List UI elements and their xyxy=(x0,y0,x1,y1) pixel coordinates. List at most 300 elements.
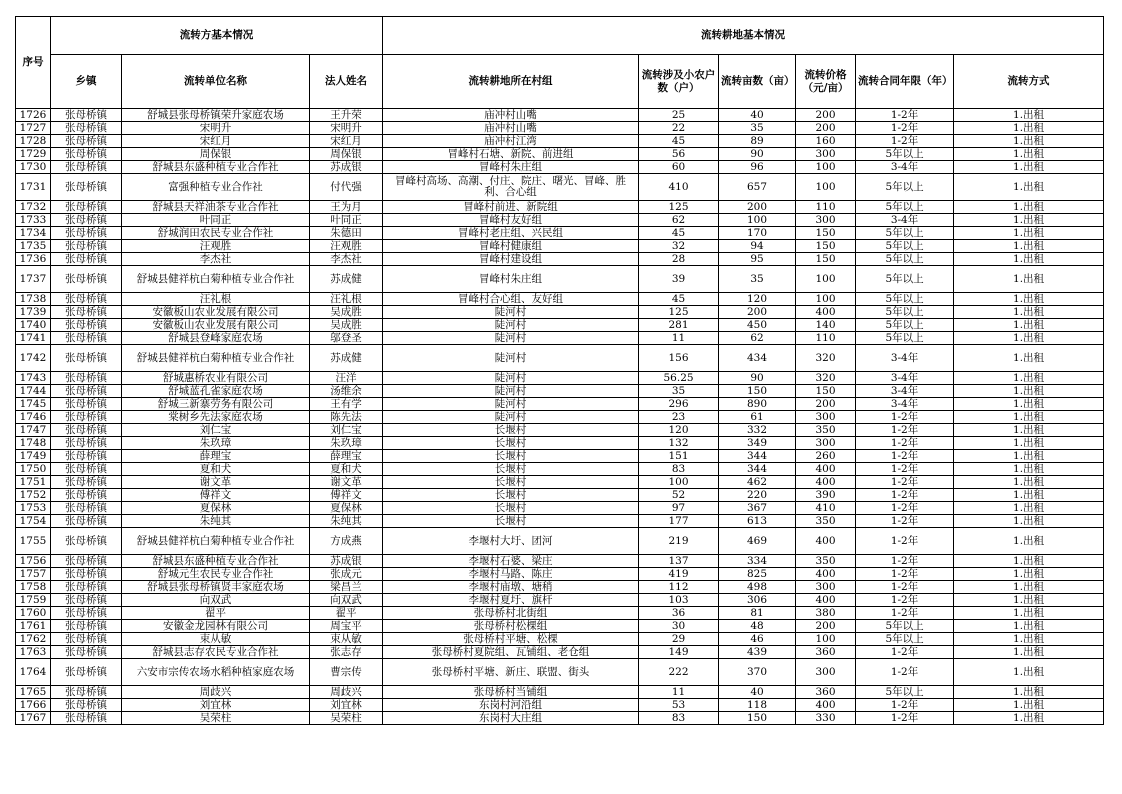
cell-legal-person: 吴荣柱 xyxy=(310,712,383,725)
header-location: 流转耕地所在村组 xyxy=(383,55,639,109)
cell-unit-name: 李杰社 xyxy=(122,253,310,266)
cell-area: 94 xyxy=(719,240,796,253)
cell-town: 张母桥镇 xyxy=(51,450,122,463)
cell-unit-name: 汪礼根 xyxy=(122,293,310,306)
cell-seq: 1729 xyxy=(16,148,51,161)
cell-seq: 1744 xyxy=(16,385,51,398)
cell-term: 1-2年 xyxy=(856,699,954,712)
table-row xyxy=(16,502,1104,515)
cell-price: 400 xyxy=(796,594,856,607)
cell-term: 5年以上 xyxy=(856,174,954,201)
cell-unit-name: 向双武 xyxy=(122,594,310,607)
cell-legal-person: 周宝平 xyxy=(310,620,383,633)
cell-households: 132 xyxy=(639,437,719,450)
header-group-transferee: 流转方基本情况 xyxy=(51,17,383,55)
cell-method: 1.出租 xyxy=(954,528,1104,555)
cell-location: 庙冲村山嘴 xyxy=(383,109,639,122)
cell-town: 张母桥镇 xyxy=(51,319,122,332)
cell-price: 300 xyxy=(796,659,856,686)
table-row xyxy=(16,699,1104,712)
cell-town: 张母桥镇 xyxy=(51,293,122,306)
cell-households: 45 xyxy=(639,227,719,240)
cell-method: 1.出租 xyxy=(954,450,1104,463)
table-row xyxy=(16,293,1104,306)
cell-area: 439 xyxy=(719,646,796,659)
cell-area: 40 xyxy=(719,686,796,699)
cell-area: 434 xyxy=(719,345,796,372)
cell-households: 32 xyxy=(639,240,719,253)
cell-legal-person: 邬登圣 xyxy=(310,332,383,345)
cell-method: 1.出租 xyxy=(954,332,1104,345)
cell-price: 400 xyxy=(796,463,856,476)
cell-location: 冒峰村合心组、友好组 xyxy=(383,293,639,306)
cell-seq: 1743 xyxy=(16,372,51,385)
cell-location: 张母桥村夏院组、瓦铺组、老仓组 xyxy=(383,646,639,659)
cell-location: 长堰村 xyxy=(383,489,639,502)
cell-method: 1.出租 xyxy=(954,476,1104,489)
cell-price: 400 xyxy=(796,476,856,489)
table-row xyxy=(16,646,1104,659)
cell-area: 150 xyxy=(719,712,796,725)
cell-households: 410 xyxy=(639,174,719,201)
cell-unit-name: 舒城县健祥杭白菊种植专业合作社 xyxy=(122,345,310,372)
cell-households: 100 xyxy=(639,476,719,489)
cell-unit-name: 棠树乡先法家庭农场 xyxy=(122,411,310,424)
cell-term: 1-2年 xyxy=(856,437,954,450)
cell-unit-name: 汪观胜 xyxy=(122,240,310,253)
cell-households: 137 xyxy=(639,555,719,568)
cell-method: 1.出租 xyxy=(954,201,1104,214)
cell-term: 3-4年 xyxy=(856,214,954,227)
cell-households: 83 xyxy=(639,712,719,725)
cell-town: 张母桥镇 xyxy=(51,607,122,620)
cell-area: 118 xyxy=(719,699,796,712)
cell-seq: 1758 xyxy=(16,581,51,594)
cell-price: 390 xyxy=(796,489,856,502)
cell-term: 1-2年 xyxy=(856,659,954,686)
cell-unit-name: 傅祥文 xyxy=(122,489,310,502)
cell-method: 1.出租 xyxy=(954,372,1104,385)
cell-area: 344 xyxy=(719,450,796,463)
table-row xyxy=(16,450,1104,463)
table-row xyxy=(16,620,1104,633)
cell-seq: 1728 xyxy=(16,135,51,148)
cell-legal-person: 夏保林 xyxy=(310,502,383,515)
cell-area: 462 xyxy=(719,476,796,489)
cell-households: 56 xyxy=(639,148,719,161)
cell-location: 冒峰村石塘、新院、前进组 xyxy=(383,148,639,161)
cell-term: 1-2年 xyxy=(856,109,954,122)
cell-area: 170 xyxy=(719,227,796,240)
cell-term: 3-4年 xyxy=(856,345,954,372)
cell-unit-name: 安徽金龙园林有限公司 xyxy=(122,620,310,633)
header-term: 流转合同年限（年） xyxy=(856,55,954,109)
cell-town: 张母桥镇 xyxy=(51,633,122,646)
cell-households: 281 xyxy=(639,319,719,332)
cell-unit-name: 舒城县登峰家庭农场 xyxy=(122,332,310,345)
cell-seq: 1740 xyxy=(16,319,51,332)
cell-term: 5年以上 xyxy=(856,227,954,240)
cell-term: 3-4年 xyxy=(856,385,954,398)
cell-town: 张母桥镇 xyxy=(51,201,122,214)
cell-town: 张母桥镇 xyxy=(51,332,122,345)
cell-unit-name: 宋明升 xyxy=(122,122,310,135)
cell-legal-person: 苏成健 xyxy=(310,345,383,372)
cell-term: 3-4年 xyxy=(856,161,954,174)
table-body xyxy=(16,109,1104,725)
cell-seq: 1755 xyxy=(16,528,51,555)
cell-unit-name: 刘仁宝 xyxy=(122,424,310,437)
cell-area: 306 xyxy=(719,594,796,607)
cell-method: 1.出租 xyxy=(954,135,1104,148)
cell-area: 825 xyxy=(719,568,796,581)
cell-unit-name: 六安市宗传农场水稻种植家庭农场 xyxy=(122,659,310,686)
cell-method: 1.出租 xyxy=(954,319,1104,332)
cell-unit-name: 富强种植专业合作社 xyxy=(122,174,310,201)
cell-area: 61 xyxy=(719,411,796,424)
table-row xyxy=(16,214,1104,227)
cell-method: 1.出租 xyxy=(954,424,1104,437)
table-row xyxy=(16,712,1104,725)
cell-term: 1-2年 xyxy=(856,135,954,148)
cell-households: 222 xyxy=(639,659,719,686)
cell-term: 5年以上 xyxy=(856,148,954,161)
cell-area: 332 xyxy=(719,424,796,437)
cell-town: 张母桥镇 xyxy=(51,489,122,502)
cell-price: 110 xyxy=(796,332,856,345)
cell-legal-person: 张志存 xyxy=(310,646,383,659)
cell-price: 350 xyxy=(796,424,856,437)
table-row xyxy=(16,476,1104,489)
cell-households: 53 xyxy=(639,699,719,712)
cell-area: 200 xyxy=(719,201,796,214)
cell-households: 97 xyxy=(639,502,719,515)
cell-method: 1.出租 xyxy=(954,463,1104,476)
cell-location: 李堰村夏圩、旗杆 xyxy=(383,594,639,607)
cell-unit-name: 夏保林 xyxy=(122,502,310,515)
cell-town: 张母桥镇 xyxy=(51,712,122,725)
cell-method: 1.出租 xyxy=(954,686,1104,699)
cell-legal-person: 翟平 xyxy=(310,607,383,620)
cell-location: 冒峰村前进、新院组 xyxy=(383,201,639,214)
cell-households: 103 xyxy=(639,594,719,607)
cell-method: 1.出租 xyxy=(954,699,1104,712)
cell-seq: 1749 xyxy=(16,450,51,463)
cell-unit-name: 朱纯其 xyxy=(122,515,310,528)
cell-seq: 1735 xyxy=(16,240,51,253)
cell-households: 22 xyxy=(639,122,719,135)
cell-households: 30 xyxy=(639,620,719,633)
cell-seq: 1760 xyxy=(16,607,51,620)
table-row xyxy=(16,201,1104,214)
cell-term: 5年以上 xyxy=(856,293,954,306)
cell-price: 150 xyxy=(796,385,856,398)
cell-price: 160 xyxy=(796,135,856,148)
table-row xyxy=(16,148,1104,161)
cell-term: 3-4年 xyxy=(856,372,954,385)
cell-legal-person: 周保银 xyxy=(310,148,383,161)
table-row xyxy=(16,581,1104,594)
cell-town: 张母桥镇 xyxy=(51,594,122,607)
cell-term: 5年以上 xyxy=(856,686,954,699)
cell-location: 李堰村石婆、梁庄 xyxy=(383,555,639,568)
cell-price: 100 xyxy=(796,633,856,646)
cell-town: 张母桥镇 xyxy=(51,502,122,515)
cell-town: 张母桥镇 xyxy=(51,161,122,174)
cell-location: 冒峰村建设组 xyxy=(383,253,639,266)
cell-area: 150 xyxy=(719,385,796,398)
cell-location: 陡河村 xyxy=(383,319,639,332)
cell-legal-person: 汪洋 xyxy=(310,372,383,385)
cell-unit-name: 安徽板山农业发展有限公司 xyxy=(122,306,310,319)
cell-price: 200 xyxy=(796,398,856,411)
cell-households: 60 xyxy=(639,161,719,174)
header-unit-name: 流转单位名称 xyxy=(122,55,310,109)
table-row xyxy=(16,686,1104,699)
cell-town: 张母桥镇 xyxy=(51,620,122,633)
cell-seq: 1765 xyxy=(16,686,51,699)
cell-location: 冒峰村友好组 xyxy=(383,214,639,227)
cell-unit-name: 舒城县健祥杭白菊种植专业合作社 xyxy=(122,266,310,293)
cell-unit-name: 舒城县志存农民专业合作社 xyxy=(122,646,310,659)
cell-method: 1.出租 xyxy=(954,385,1104,398)
cell-seq: 1764 xyxy=(16,659,51,686)
cell-unit-name: 舒城蓝孔雀家庭农场 xyxy=(122,385,310,398)
cell-term: 1-2年 xyxy=(856,568,954,581)
cell-method: 1.出租 xyxy=(954,411,1104,424)
cell-area: 48 xyxy=(719,620,796,633)
cell-area: 89 xyxy=(719,135,796,148)
cell-households: 56.25 xyxy=(639,372,719,385)
cell-seq: 1762 xyxy=(16,633,51,646)
cell-town: 张母桥镇 xyxy=(51,148,122,161)
cell-households: 23 xyxy=(639,411,719,424)
cell-legal-person: 宋明升 xyxy=(310,122,383,135)
table-row xyxy=(16,463,1104,476)
cell-households: 83 xyxy=(639,463,719,476)
cell-price: 150 xyxy=(796,253,856,266)
cell-unit-name: 舒城元生农民专业合作社 xyxy=(122,568,310,581)
cell-households: 112 xyxy=(639,581,719,594)
cell-unit-name: 刘宜林 xyxy=(122,699,310,712)
cell-seq: 1754 xyxy=(16,515,51,528)
cell-unit-name: 舒城三新寨劳务有限公司 xyxy=(122,398,310,411)
cell-method: 1.出租 xyxy=(954,555,1104,568)
cell-location: 冒峰村老庄组、兴民组 xyxy=(383,227,639,240)
cell-unit-name: 舒城润田农民专业合作社 xyxy=(122,227,310,240)
cell-area: 200 xyxy=(719,306,796,319)
cell-term: 5年以上 xyxy=(856,253,954,266)
cell-price: 320 xyxy=(796,345,856,372)
table-row xyxy=(16,555,1104,568)
cell-town: 张母桥镇 xyxy=(51,424,122,437)
cell-town: 张母桥镇 xyxy=(51,515,122,528)
cell-legal-person: 李杰社 xyxy=(310,253,383,266)
cell-unit-name: 宋红月 xyxy=(122,135,310,148)
cell-location: 冒峰村高场、高潮、付庄、院庄、曙光、冒峰、胜利、合心组 xyxy=(383,174,639,201)
cell-unit-name: 夏和犬 xyxy=(122,463,310,476)
cell-unit-name: 谢文革 xyxy=(122,476,310,489)
cell-method: 1.出租 xyxy=(954,148,1104,161)
cell-households: 35 xyxy=(639,385,719,398)
cell-seq: 1737 xyxy=(16,266,51,293)
table-row xyxy=(16,515,1104,528)
cell-town: 张母桥镇 xyxy=(51,306,122,319)
cell-seq: 1763 xyxy=(16,646,51,659)
cell-term: 5年以上 xyxy=(856,332,954,345)
cell-town: 张母桥镇 xyxy=(51,135,122,148)
cell-location: 李堰村大圩、团河 xyxy=(383,528,639,555)
cell-location: 张母桥村平塘、松棵 xyxy=(383,633,639,646)
cell-town: 张母桥镇 xyxy=(51,686,122,699)
cell-seq: 1733 xyxy=(16,214,51,227)
cell-location: 东岗村河沿组 xyxy=(383,699,639,712)
cell-town: 张母桥镇 xyxy=(51,476,122,489)
cell-price: 200 xyxy=(796,109,856,122)
header-row-group xyxy=(16,17,1104,55)
cell-town: 张母桥镇 xyxy=(51,437,122,450)
cell-method: 1.出租 xyxy=(954,607,1104,620)
cell-unit-name: 舒城县东盛种植专业合作社 xyxy=(122,555,310,568)
cell-households: 52 xyxy=(639,489,719,502)
cell-price: 350 xyxy=(796,555,856,568)
cell-households: 149 xyxy=(639,646,719,659)
cell-price: 140 xyxy=(796,319,856,332)
cell-unit-name: 周歧兴 xyxy=(122,686,310,699)
cell-area: 81 xyxy=(719,607,796,620)
table-row xyxy=(16,306,1104,319)
cell-seq: 1742 xyxy=(16,345,51,372)
cell-households: 177 xyxy=(639,515,719,528)
header-town: 乡镇 xyxy=(51,55,122,109)
cell-method: 1.出租 xyxy=(954,620,1104,633)
cell-households: 39 xyxy=(639,266,719,293)
cell-seq: 1766 xyxy=(16,699,51,712)
table-row xyxy=(16,253,1104,266)
cell-households: 151 xyxy=(639,450,719,463)
cell-legal-person: 苏成健 xyxy=(310,266,383,293)
cell-price: 300 xyxy=(796,581,856,594)
cell-area: 62 xyxy=(719,332,796,345)
cell-town: 张母桥镇 xyxy=(51,463,122,476)
cell-legal-person: 周歧兴 xyxy=(310,686,383,699)
cell-method: 1.出租 xyxy=(954,437,1104,450)
cell-price: 150 xyxy=(796,240,856,253)
cell-location: 冒峰村朱庄组 xyxy=(383,266,639,293)
table-row xyxy=(16,372,1104,385)
cell-legal-person: 夏和犬 xyxy=(310,463,383,476)
cell-seq: 1757 xyxy=(16,568,51,581)
cell-unit-name: 朱玖璋 xyxy=(122,437,310,450)
cell-method: 1.出租 xyxy=(954,109,1104,122)
table-row xyxy=(16,411,1104,424)
cell-term: 1-2年 xyxy=(856,411,954,424)
cell-term: 1-2年 xyxy=(856,424,954,437)
cell-legal-person: 王升荣 xyxy=(310,109,383,122)
cell-term: 5年以上 xyxy=(856,306,954,319)
cell-seq: 1753 xyxy=(16,502,51,515)
cell-legal-person: 吴成胜 xyxy=(310,319,383,332)
cell-term: 5年以上 xyxy=(856,240,954,253)
header-seq: 序号 xyxy=(16,17,51,109)
header-area: 流转亩数（亩） xyxy=(719,55,796,109)
cell-term: 5年以上 xyxy=(856,633,954,646)
cell-method: 1.出租 xyxy=(954,489,1104,502)
cell-method: 1.出租 xyxy=(954,214,1104,227)
cell-location: 长堰村 xyxy=(383,450,639,463)
cell-area: 220 xyxy=(719,489,796,502)
cell-legal-person: 陈先法 xyxy=(310,411,383,424)
cell-location: 陡河村 xyxy=(383,306,639,319)
cell-term: 1-2年 xyxy=(856,463,954,476)
cell-location: 陡河村 xyxy=(383,332,639,345)
cell-method: 1.出租 xyxy=(954,345,1104,372)
header-row-columns xyxy=(16,55,1104,109)
table-row xyxy=(16,174,1104,201)
cell-area: 90 xyxy=(719,372,796,385)
cell-location: 李堰村庙墩、塘稍 xyxy=(383,581,639,594)
cell-legal-person: 汪礼根 xyxy=(310,293,383,306)
cell-price: 400 xyxy=(796,528,856,555)
cell-term: 1-2年 xyxy=(856,712,954,725)
table-row xyxy=(16,659,1104,686)
cell-method: 1.出租 xyxy=(954,633,1104,646)
cell-location: 陡河村 xyxy=(383,372,639,385)
cell-term: 5年以上 xyxy=(856,319,954,332)
cell-price: 100 xyxy=(796,174,856,201)
cell-price: 300 xyxy=(796,214,856,227)
table-row xyxy=(16,240,1104,253)
cell-seq: 1745 xyxy=(16,398,51,411)
cell-unit-name: 吴荣柱 xyxy=(122,712,310,725)
cell-seq: 1739 xyxy=(16,306,51,319)
cell-price: 300 xyxy=(796,437,856,450)
cell-method: 1.出租 xyxy=(954,502,1104,515)
cell-term: 5年以上 xyxy=(856,201,954,214)
cell-households: 28 xyxy=(639,253,719,266)
cell-area: 344 xyxy=(719,463,796,476)
cell-term: 1-2年 xyxy=(856,581,954,594)
table-row xyxy=(16,568,1104,581)
cell-legal-person: 王为月 xyxy=(310,201,383,214)
table-row xyxy=(16,332,1104,345)
table-row xyxy=(16,319,1104,332)
cell-price: 100 xyxy=(796,161,856,174)
cell-town: 张母桥镇 xyxy=(51,581,122,594)
cell-town: 张母桥镇 xyxy=(51,411,122,424)
cell-location: 长堰村 xyxy=(383,502,639,515)
cell-unit-name: 舒城县天祥油茶专业合作社 xyxy=(122,201,310,214)
cell-town: 张母桥镇 xyxy=(51,385,122,398)
cell-method: 1.出租 xyxy=(954,515,1104,528)
cell-legal-person: 朱德田 xyxy=(310,227,383,240)
cell-unit-name: 束从敏 xyxy=(122,633,310,646)
cell-term: 1-2年 xyxy=(856,489,954,502)
cell-legal-person: 束从敏 xyxy=(310,633,383,646)
table-row xyxy=(16,607,1104,620)
cell-area: 96 xyxy=(719,161,796,174)
cell-location: 陡河村 xyxy=(383,385,639,398)
cell-area: 40 xyxy=(719,109,796,122)
cell-price: 260 xyxy=(796,450,856,463)
cell-households: 296 xyxy=(639,398,719,411)
cell-location: 张母桥村平塘、新庄、联盟、街头 xyxy=(383,659,639,686)
cell-price: 360 xyxy=(796,646,856,659)
cell-unit-name: 舒城县张母桥镇贤丰家庭农场 xyxy=(122,581,310,594)
cell-town: 张母桥镇 xyxy=(51,555,122,568)
cell-method: 1.出租 xyxy=(954,581,1104,594)
cell-area: 450 xyxy=(719,319,796,332)
